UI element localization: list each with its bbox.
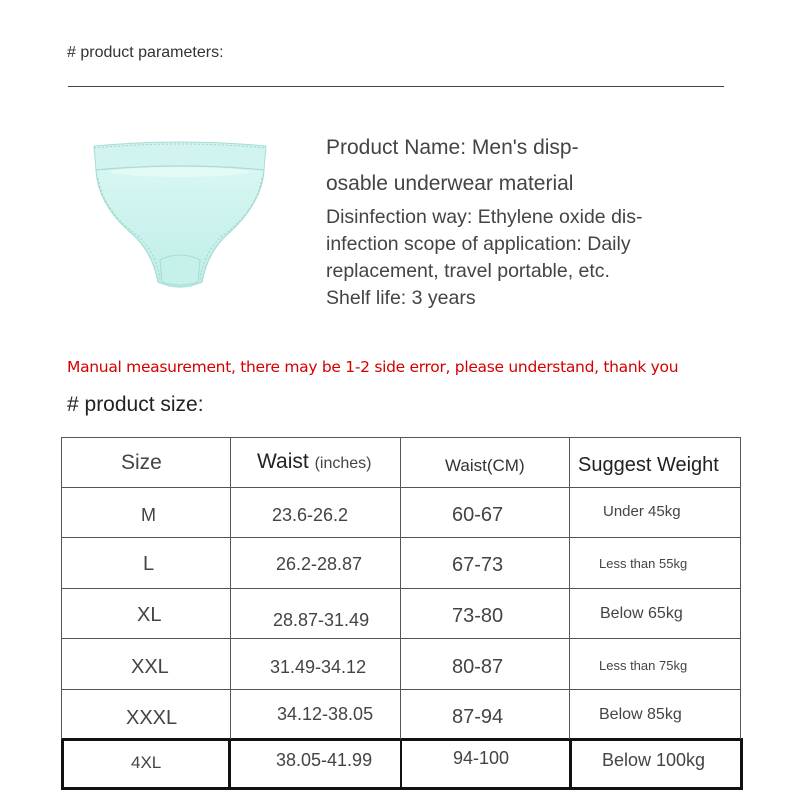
product-name-line2: osable underwear material: [326, 172, 574, 195]
row-weight: Below 100kg: [602, 750, 706, 770]
row-waist-cm: 67-73: [452, 554, 504, 576]
row-waist-cm: 80-87: [452, 656, 504, 678]
row-size: M: [141, 505, 156, 525]
header-size: Size: [121, 451, 162, 474]
product-info-line: Disinfection way: Ethylene oxide dis-: [326, 206, 643, 228]
product-info-line: infection scope of application: Daily: [326, 233, 631, 255]
header-waist-cm: Waist(CM): [445, 456, 525, 475]
row-size: 4XL: [131, 753, 162, 772]
header-suggest-weight: Suggest Weight: [578, 454, 719, 476]
row-size: XXL: [131, 656, 169, 678]
row-size: XXXL: [126, 707, 178, 729]
product-info-line: replacement, travel portable, etc.: [326, 260, 610, 282]
row-waist-inches: 34.12-38.05: [277, 704, 374, 724]
header-waist-inches: [257, 450, 371, 474]
underwear-icon: [80, 132, 280, 302]
row-waist-cm: 94-100: [453, 748, 510, 768]
row-waist-inches: 28.87-31.49: [273, 610, 370, 630]
section-title-size: # product size:: [67, 393, 204, 416]
product-name-line1: Product Name: Men's disp-: [326, 136, 579, 159]
row-waist-cm: 73-80: [452, 605, 504, 627]
row-size: L: [143, 553, 155, 575]
row-waist-cm: 87-94: [452, 706, 504, 728]
divider: [68, 86, 724, 87]
measurement-note: Manual measurement, there may be 1-2 side error, please understand, thank you: [67, 358, 679, 376]
row-waist-inches: 26.2-28.87: [276, 554, 363, 574]
product-description: [326, 130, 726, 312]
row-waist-inches: 38.05-41.99: [276, 750, 373, 770]
row-weight: Under 45kg: [603, 503, 681, 520]
row-waist-inches: 23.6-26.2: [272, 505, 349, 525]
header-waist-unit: (inches): [314, 455, 372, 472]
row-weight: Less than 55kg: [599, 556, 688, 571]
header-waist-label: Waist: [257, 450, 309, 473]
row-weight: Below 65kg: [600, 605, 683, 622]
row-waist-inches: 31.49-34.12: [270, 657, 367, 677]
row-waist-cm: 60-67: [452, 504, 504, 526]
section-title-parameters: # product parameters:: [67, 44, 224, 61]
row-weight: Less than 75kg: [599, 658, 688, 673]
row-size: XL: [137, 604, 162, 626]
product-info-line: Shelf life: 3 years: [326, 287, 476, 309]
row-weight: Below 85kg: [599, 706, 682, 723]
